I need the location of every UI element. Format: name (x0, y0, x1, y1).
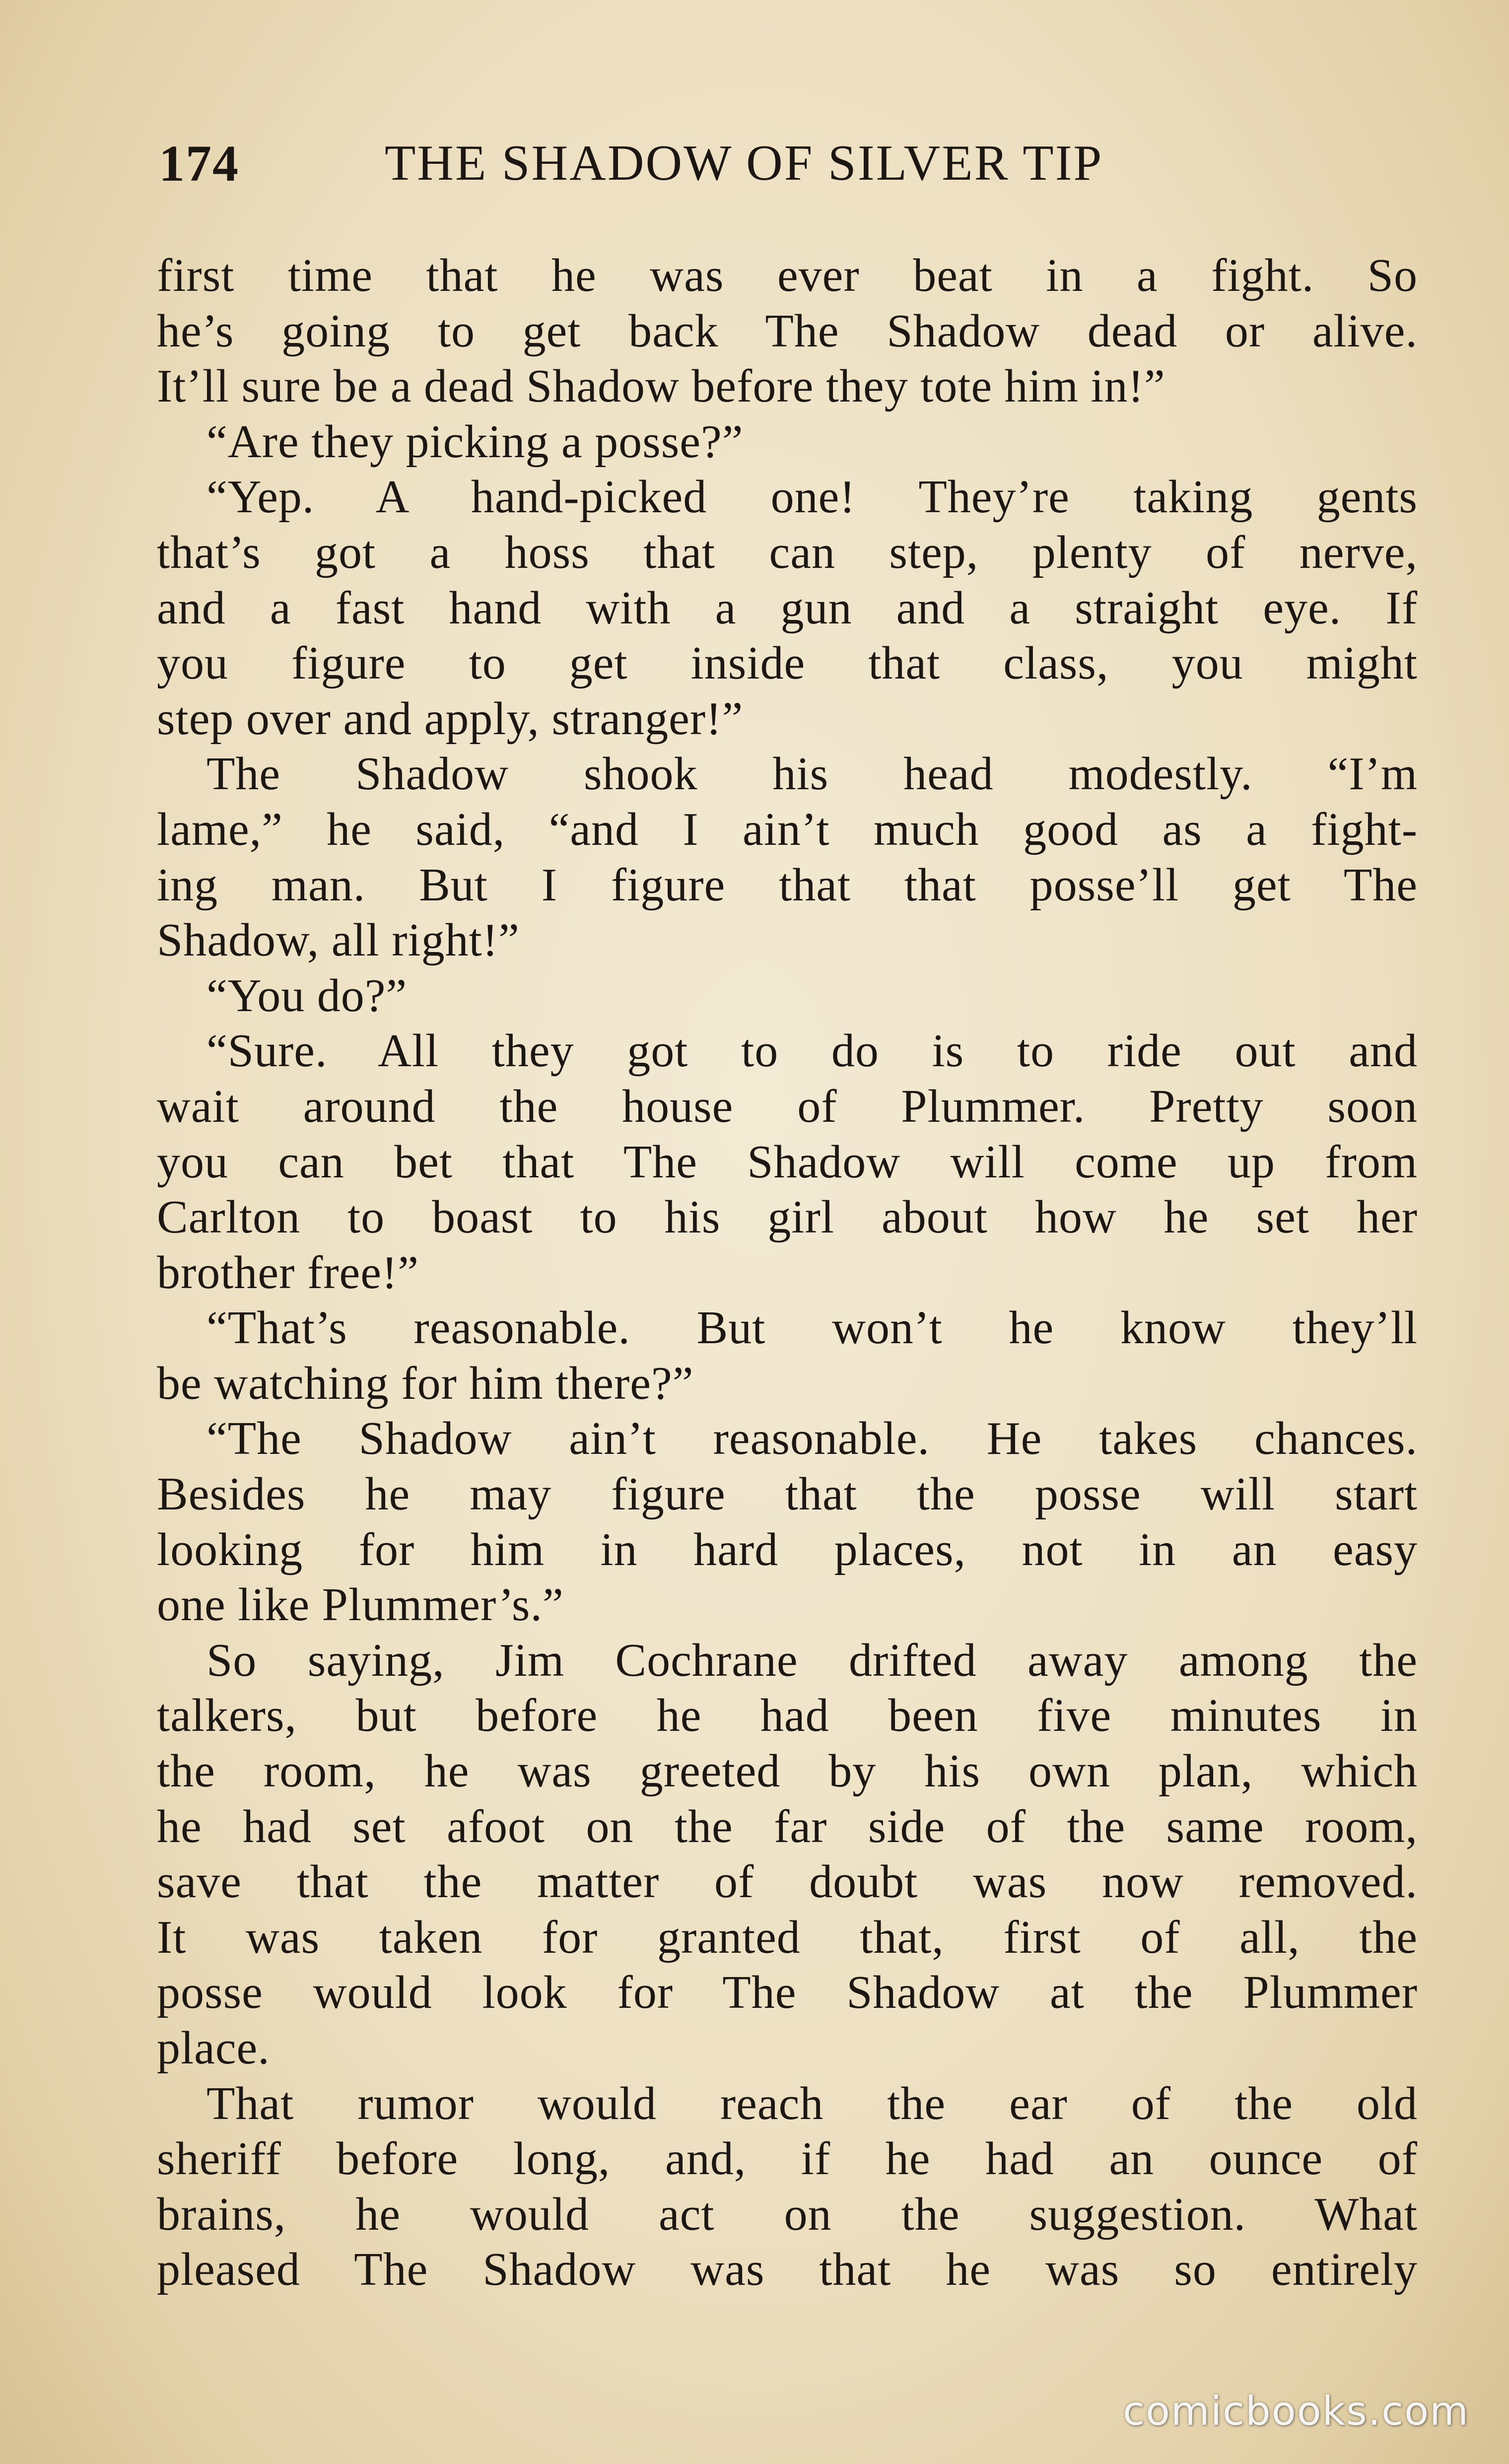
text-line: “You do?” (206, 969, 408, 1022)
text-line: you figure to get inside that class, you might (157, 637, 1418, 689)
text-line: “That’s reasonable. But won’t he know they’ll (206, 1302, 1418, 1354)
text-line: sheriff before long, and, if he had an ounce of (157, 2133, 1418, 2185)
text-line: step over and apply, stranger!” (157, 692, 744, 745)
text-line: place. (157, 2022, 270, 2074)
text-line: “The Shadow ain’t reasonable. He takes chances. (206, 1413, 1418, 1465)
text-line: one like Plummer’s.” (157, 1579, 564, 1631)
text-line: you can bet that The Shadow will come up from (157, 1136, 1418, 1188)
page-number: 174 (159, 135, 239, 192)
text-line: be watching for him there?” (157, 1357, 694, 1409)
text-line: ing man. But I figure that that posse’ll get The (157, 859, 1418, 911)
text-line: “Yep. A hand-picked one! They’re taking gents (206, 471, 1418, 523)
text-line: save that the matter of doubt was now removed. (157, 1856, 1418, 1908)
text-line: wait around the house of Plummer. Pretty soon (157, 1080, 1418, 1132)
text-line: he had set afoot on the far side of the same room, (157, 1800, 1418, 1852)
text-line: and a fast hand with a gun and a straight eye. If (157, 582, 1418, 634)
text-line: looking for him in hard places, not in an easy (157, 1523, 1418, 1575)
text-line: The Shadow shook his head modestly. “I’m (206, 748, 1418, 800)
text-line: he’s going to get back The Shadow dead or alive. (157, 305, 1418, 357)
text-line: that’s got a hoss that can step, plenty of nerve, (157, 526, 1418, 578)
text-line: “Sure. All they got to do is to ride out and (206, 1025, 1418, 1077)
text-line: brother free!” (157, 1246, 419, 1299)
page-header (159, 134, 1420, 208)
text-line: So saying, Jim Cochrane drifted away among the (206, 1634, 1418, 1686)
text-line: “Are they picking a posse?” (206, 415, 744, 468)
text-line: lame,” he said, “and I ain’t much good as a fight- (157, 803, 1418, 855)
text-line: Shadow, all right!” (157, 914, 520, 966)
text-line: That rumor would reach the ear of the old (206, 2077, 1418, 2129)
body-text (157, 248, 1418, 2298)
text-line: brains, he would act on the suggestion. What (157, 2188, 1418, 2240)
text-line: pleased The Shadow was that he was so entirely (157, 2244, 1418, 2296)
watermark: comicbooks.com (1122, 2388, 1469, 2434)
text-line: Besides he may figure that the posse will start (157, 1468, 1418, 1520)
text-line: Carlton to boast to his girl about how he set her (157, 1191, 1418, 1243)
running-title: THE SHADOW OF SILVER TIP (385, 135, 1103, 191)
text-line: talkers, but before he had been five minutes in (157, 1690, 1418, 1742)
text-line: It was taken for granted that, first of all, the (157, 1911, 1418, 1963)
text-line: posse would look for The Shadow at the Plummer (157, 1967, 1418, 2019)
text-line: first time that he was ever beat in a fight. So (157, 250, 1418, 301)
text-line: the room, he was greeted by his own plan, which (157, 1745, 1418, 1797)
text-line: It’ll sure be a dead Shadow before they tote him in!” (157, 360, 1166, 412)
